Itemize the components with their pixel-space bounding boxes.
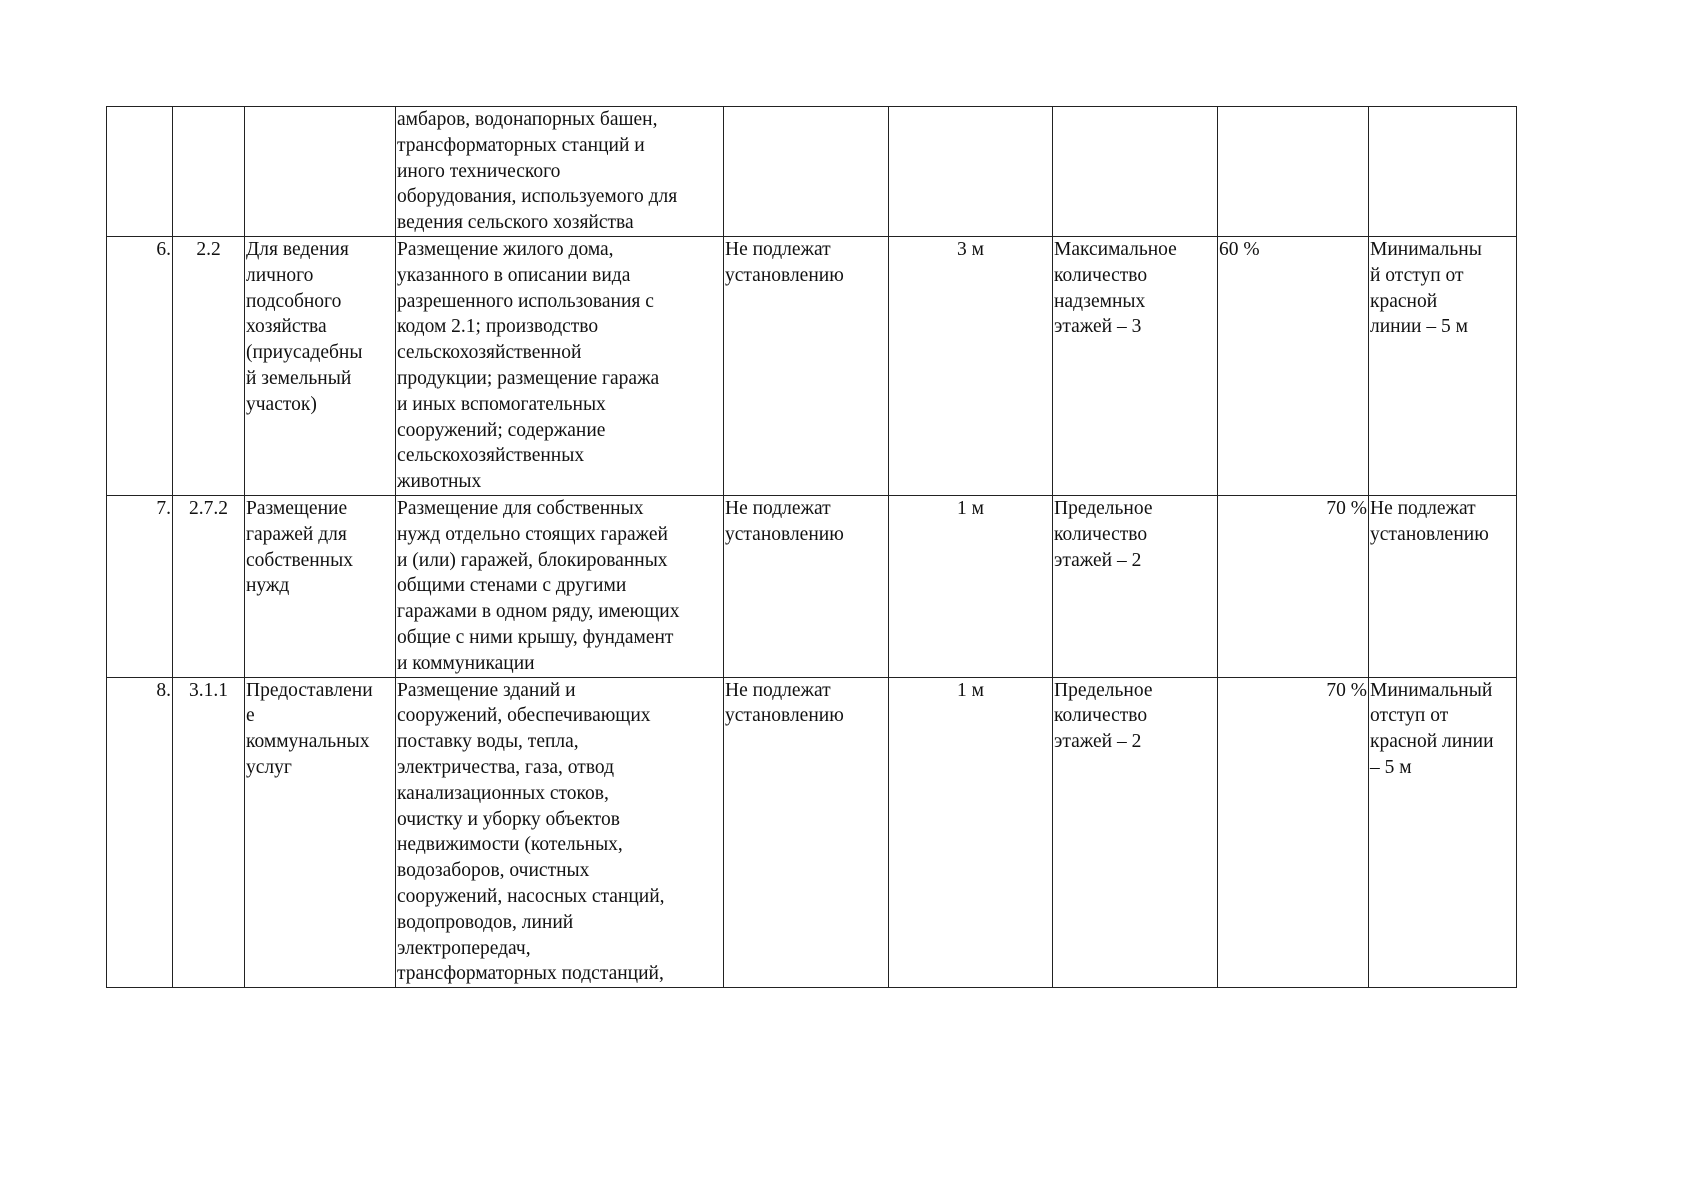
row-number-cell (107, 107, 173, 237)
parameter-cell (889, 237, 1053, 496)
use-name: Предоставлени е коммунальных услуг (246, 679, 373, 778)
use-name: Размещение гаражей для собственных нужд (246, 497, 353, 597)
parameter-value: Предельное количество этажей – 2 (1054, 497, 1153, 571)
row-number: 6. (156, 239, 171, 260)
parameter-value: Минимальный отступ от красной линии – 5 м (1370, 679, 1494, 778)
parameter-value: Предельное количество этажей – 2 (1054, 679, 1153, 753)
parameter-cell (1053, 677, 1218, 988)
use-description: Размещение зданий и сооружений, обеспечивающих поставку воды, тепла, электричества, газа, отвод канализационных стоков, очистку и уборку объектов недвижимости (котельных, водозаборов, очистных сооружений, насосных станций, водопроводов, линий электропередач, трансформаторных подстанций, (397, 679, 665, 985)
use-code: 2.7.2 (189, 497, 228, 519)
use-description: Размещение для собственных нужд отдельно стоящих гаражей и (или) гаражей, блокированных общими стенами с другими гаражами в одном ряду, имеющих общие с ними крышу, фундамент и коммуникации (397, 497, 680, 674)
use-description-cell (396, 237, 724, 496)
use-code: 2.2 (196, 239, 221, 260)
table-row (107, 107, 1517, 237)
parameter-cell (1218, 495, 1369, 677)
parameter-cell (1218, 237, 1369, 496)
row-number-cell (107, 237, 173, 496)
row-number-cell (107, 495, 173, 677)
parameter-value: Не подлежат установлению (725, 497, 844, 545)
parameter-cell (1053, 495, 1218, 677)
parameter-cell (1218, 677, 1369, 988)
use-description-cell (396, 107, 724, 237)
parameter-cell (724, 107, 889, 237)
parameter-cell (1369, 107, 1517, 237)
parameter-value: 1 м (957, 679, 984, 701)
use-code-cell (173, 107, 245, 237)
row-number-cell (107, 677, 173, 988)
parameter-cell (1053, 237, 1218, 496)
use-description: Размещение жилого дома, указанного в описании вида разрешенного использования с кодом 2.1; производство сельскохозяйственной продукции; размещение гаража и иных вспомогательных сооружений; содержание сельскохозяйственных животных (397, 239, 660, 493)
parameter-value: 70 % (1326, 679, 1367, 701)
use-code-cell (173, 237, 245, 496)
row-number: 8. (156, 679, 171, 701)
parameter-cell (889, 677, 1053, 988)
parameter-value: Минимальны й отступ от красной линии – 5 м (1370, 239, 1482, 338)
parameter-cell (1369, 677, 1517, 988)
parameter-value: Не подлежат установлению (1370, 497, 1489, 545)
parameter-cell (724, 237, 889, 496)
use-name-cell (245, 677, 396, 988)
parameter-cell (1218, 107, 1369, 237)
parameter-cell (889, 495, 1053, 677)
table-row (107, 237, 1517, 496)
table-row (107, 677, 1517, 988)
use-description-cell (396, 677, 724, 988)
use-code: 3.1.1 (189, 679, 228, 701)
use-name-cell (245, 237, 396, 496)
parameter-value: 70 % (1326, 497, 1367, 519)
table-row (107, 495, 1517, 677)
use-name-cell (245, 495, 396, 677)
parameter-value: 3 м (957, 239, 984, 260)
use-name-cell (245, 107, 396, 237)
parameter-cell (724, 677, 889, 988)
use-description: амбаров, водонапорных башен, трансформаторных станций и иного технического оборудования, используемого для ведения сельского хозяйства (397, 109, 678, 234)
parameter-value: 60 % (1219, 239, 1260, 260)
parameter-value: 1 м (957, 497, 984, 519)
use-description-cell (396, 495, 724, 677)
parameter-value: Не подлежат установлению (725, 679, 844, 727)
row-number: 7. (156, 497, 171, 519)
parameter-cell (889, 107, 1053, 237)
use-code-cell (173, 495, 245, 677)
parameter-value: Не подлежат установлению (725, 239, 844, 286)
parameter-cell (1369, 237, 1517, 496)
use-code-cell (173, 677, 245, 988)
parameter-cell (1369, 495, 1517, 677)
parameter-cell (724, 495, 889, 677)
parameter-cell (1053, 107, 1218, 237)
land-use-table (106, 106, 1517, 988)
parameter-value: Максимальное количество надземных этажей – 3 (1054, 239, 1177, 338)
use-name: Для ведения личного подсобного хозяйства (приусадебны й земельный участок) (246, 239, 363, 415)
